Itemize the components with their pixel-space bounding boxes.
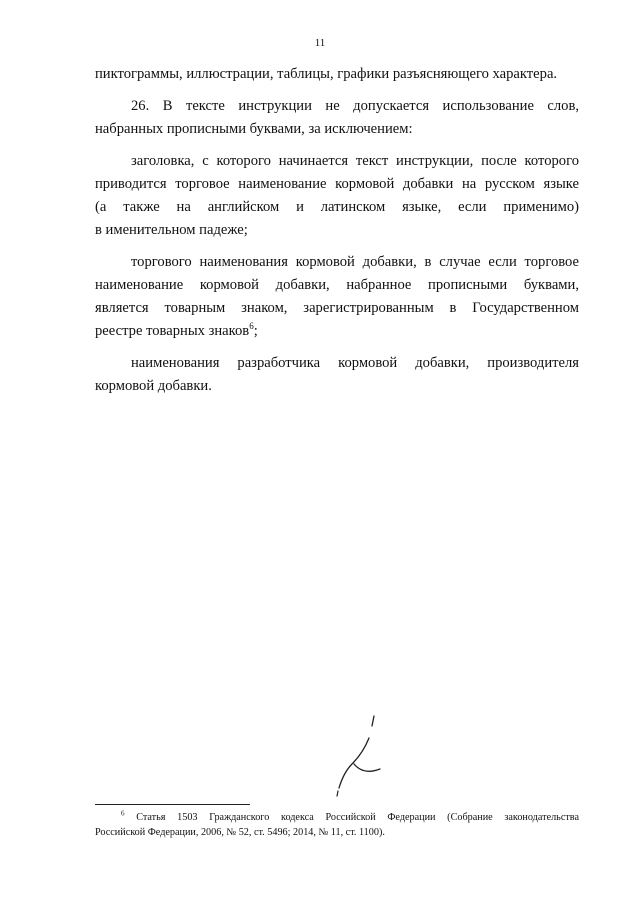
- document-body: [95, 63, 579, 398]
- footnote-line: [95, 810, 579, 825]
- paragraph-line: [95, 320, 579, 343]
- paragraph-line: (а также на английском и латинском языке, если применимо): [95, 199, 579, 215]
- paragraph-line: 26. В тексте инструкции не допускается использование слов,: [131, 98, 579, 114]
- handwritten-signature: [332, 712, 382, 802]
- paragraph-text: реестре товарных знаков: [95, 323, 250, 339]
- paragraph-line: наименования разработчика кормовой добавки, производителя: [131, 355, 579, 371]
- paragraph-punctuation: ;: [253, 323, 258, 339]
- footnote-reference: 6: [249, 321, 254, 332]
- footnote-line: Российской Федерации, 2006, № 52, ст. 5496; 2014, № 11, ст. 1100).: [95, 827, 385, 838]
- footnote: [95, 810, 579, 840]
- paragraph-line: набранных прописными буквами, за исключением:: [95, 121, 413, 137]
- paragraph-line: кормовой добавки.: [95, 378, 212, 394]
- paragraph-line: наименование кормовой добавки, набранное прописными буквами,: [95, 277, 579, 293]
- page-number: 11: [314, 37, 326, 49]
- paragraph-line: пиктограммы, иллюстрации, таблицы, графики разъясняющего характера.: [95, 66, 558, 82]
- footnote-marker: 6: [121, 809, 125, 818]
- paragraph-line: заголовка, с которого начинается текст инструкции, после которого: [131, 153, 579, 169]
- footnote-text: Статья 1503 Гражданского кодекса Российской Федерации (Собрание законодательства: [136, 812, 579, 823]
- paragraph-line: в именительном падеже;: [95, 222, 248, 238]
- paragraph-line: приводится торговое наименование кормовой добавки на русском языке: [95, 176, 579, 192]
- paragraph-line: торгового наименования кормовой добавки, в случае если торговое: [131, 254, 579, 270]
- footnote-separator: [95, 804, 250, 805]
- paragraph-line: является товарным знаком, зарегистрированным в Государственном: [95, 300, 579, 316]
